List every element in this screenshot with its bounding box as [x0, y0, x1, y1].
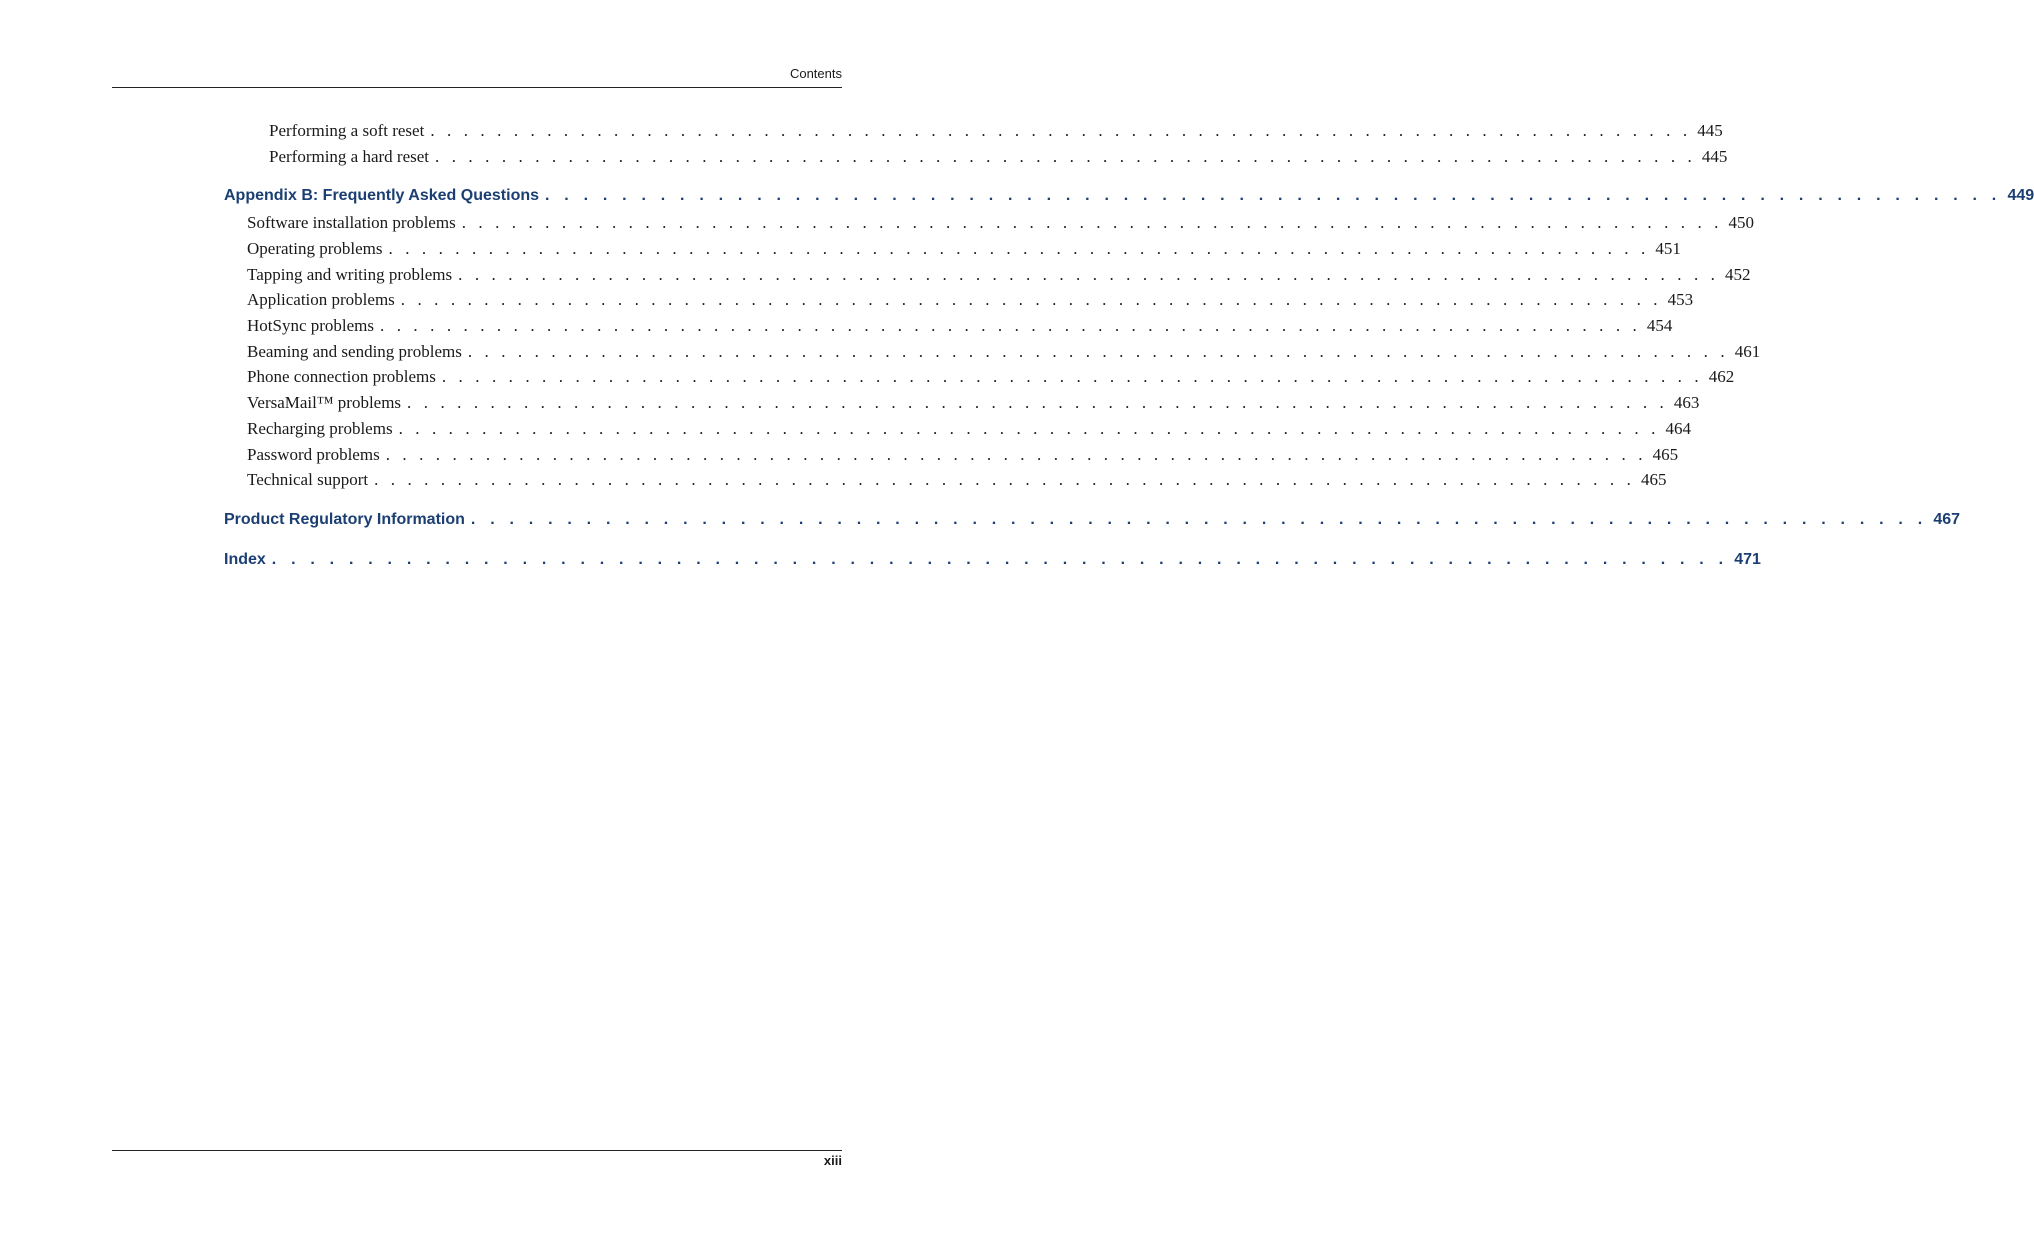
dot-leader: . . . . . . . . . . . . . . . . . . . . . . . . . . . . . . . . . . . . . . . . . . . . . . . . . . . . . . . . . . . . . . . . . . . . . . . . . . . .	[398, 419, 1660, 438]
dot-leader: . . . . . . . . . . . . . . . . . . . . . . . . . . . . . . . . . . . . . . . . . . . . . . . . . . . . . . . . . . . . . . . . . . . . . . . . . . . .	[388, 239, 1650, 258]
page-number: xiii	[823, 1153, 842, 1168]
dot-leader: . . . . . . . . . . . . . . . . . . . . . . . . . . . . . . . . . . . . . . . . . . . . . . . . . . . . . . . . . . . . . . . . . . . . . . . . . . . .	[400, 290, 1662, 309]
dot-leader: . . . . . . . . . . . . . . . . . . . . . . . . . . . . . . . . . . . . . . . . . . . . . . . . . . . . . . . . . . . . . . . . . . . . . . . . . . . .	[271, 551, 1729, 568]
dot-leader: . . . . . . . . . . . . . . . . . . . . . . . . . . . . . . . . . . . . . . . . . . . . . . . . . . . . . . . . . . . . . . . . . . . . . . . . . . . .	[374, 470, 1635, 489]
toc-entry-page: 453	[1667, 290, 1694, 309]
toc-chapter-title: Appendix B: Frequently Asked Questions	[224, 187, 540, 204]
toc-entry-software-installation[interactable]	[247, 213, 1755, 233]
toc-entry-page: 445	[1701, 147, 1728, 166]
toc-entry-title: Software installation problems	[247, 213, 456, 232]
toc-chapter-index[interactable]	[224, 551, 1761, 569]
toc-entry-versamail[interactable]	[247, 393, 1700, 413]
toc-entry-page: 463	[1673, 393, 1700, 412]
header-rule	[112, 87, 842, 88]
toc-entry-password[interactable]	[247, 445, 1679, 465]
toc-entry-title: Recharging problems	[247, 419, 393, 438]
toc-chapter-title: Index	[224, 551, 266, 568]
dot-leader: . . . . . . . . . . . . . . . . . . . . . . . . . . . . . . . . . . . . . . . . . . . . . . . . . . . . . . . . . . . . . . . . . . . . . . . . . . . .	[441, 367, 1703, 386]
toc-entry-beaming-sending[interactable]	[247, 342, 1761, 362]
dot-leader: . . . . . . . . . . . . . . . . . . . . . . . . . . . . . . . . . . . . . . . . . . . . . . . . . . . . . . . . . . . . . . . . . . . . . . . . . . . .	[545, 187, 2002, 204]
toc-entry-page: 465	[1640, 470, 1667, 489]
footer-rule	[112, 1150, 842, 1151]
toc-entry-page: 464	[1665, 419, 1691, 438]
toc-entry-page: 445	[1697, 121, 1723, 140]
toc-chapter-regulatory[interactable]	[224, 511, 1961, 529]
toc-entry-page: 465	[1652, 445, 1679, 464]
toc-entry-phone-connection[interactable]	[247, 367, 1735, 387]
toc-entry-page: 452	[1725, 265, 1751, 284]
toc-entry-recharging[interactable]	[247, 419, 1691, 439]
toc-entry-title: Performing a hard reset	[269, 147, 430, 166]
toc-chapter-appendix-b[interactable]	[224, 187, 2034, 205]
dot-leader: . . . . . . . . . . . . . . . . . . . . . . . . . . . . . . . . . . . . . . . . . . . . . . . . . . . . . . . . . . . . . . . . . . . . . . . . . . . .	[467, 342, 1729, 361]
dot-leader: . . . . . . . . . . . . . . . . . . . . . . . . . . . . . . . . . . . . . . . . . . . . . . . . . . . . . . . . . . . . . . . . . . . . . . . . . . . .	[435, 147, 1696, 166]
toc-entry-page: 462	[1708, 367, 1735, 386]
toc-entry-title: Operating problems	[247, 239, 383, 258]
dot-leader: . . . . . . . . . . . . . . . . . . . . . . . . . . . . . . . . . . . . . . . . . . . . . . . . . . . . . . . . . . . . . . . . . . . . . . . . . . . .	[430, 121, 1692, 140]
running-header: Contents	[789, 66, 842, 81]
toc-entry-application[interactable]	[247, 290, 1694, 310]
toc-entry-tapping-writing[interactable]	[247, 265, 1751, 285]
toc-entry-hotsync[interactable]	[247, 316, 1673, 336]
toc-entry-title: Technical support	[247, 470, 369, 489]
toc-entry-title: Password problems	[247, 445, 380, 464]
toc-entry-page: 454	[1646, 316, 1673, 335]
toc-chapter-page: 449	[2007, 187, 2034, 204]
toc-entry-title: VersaMail™ problems	[247, 393, 402, 412]
toc-entry-title: HotSync problems	[247, 316, 375, 335]
toc-entry-soft-reset[interactable]	[269, 121, 1723, 141]
dot-leader: . . . . . . . . . . . . . . . . . . . . . . . . . . . . . . . . . . . . . . . . . . . . . . . . . . . . . . . . . . . . . . . . . . . . . . . . . . . .	[461, 213, 1723, 232]
toc-entry-title: Beaming and sending problems	[247, 342, 462, 361]
dot-leader: . . . . . . . . . . . . . . . . . . . . . . . . . . . . . . . . . . . . . . . . . . . . . . . . . . . . . . . . . . . . . . . . . . . . . . . . . . . .	[470, 511, 1928, 528]
toc-entry-title: Performing a soft reset	[269, 121, 425, 140]
dot-leader: . . . . . . . . . . . . . . . . . . . . . . . . . . . . . . . . . . . . . . . . . . . . . . . . . . . . . . . . . . . . . . . . . . . . . . . . . . . .	[385, 445, 1647, 464]
toc-entry-operating[interactable]	[247, 239, 1681, 259]
toc-chapter-page: 467	[1933, 511, 1961, 528]
dot-leader: . . . . . . . . . . . . . . . . . . . . . . . . . . . . . . . . . . . . . . . . . . . . . . . . . . . . . . . . . . . . . . . . . . . . . . . . . . . .	[407, 393, 1668, 412]
toc-entry-page: 450	[1728, 213, 1755, 232]
toc-entry-title: Tapping and writing problems	[247, 265, 453, 284]
toc-entry-technical-support[interactable]	[247, 470, 1667, 490]
toc-entry-hard-reset[interactable]	[269, 147, 1728, 167]
toc-chapter-title: Product Regulatory Information	[224, 511, 465, 528]
toc-entry-page: 461	[1734, 342, 1761, 361]
toc-entry-title: Phone connection problems	[247, 367, 436, 386]
dot-leader: . . . . . . . . . . . . . . . . . . . . . . . . . . . . . . . . . . . . . . . . . . . . . . . . . . . . . . . . . . . . . . . . . . . . . . . . . . . .	[458, 265, 1719, 284]
toc-chapter-page: 471	[1734, 551, 1761, 568]
toc-entry-title: Application problems	[247, 290, 395, 309]
toc-entry-page: 451	[1655, 239, 1681, 258]
dot-leader: . . . . . . . . . . . . . . . . . . . . . . . . . . . . . . . . . . . . . . . . . . . . . . . . . . . . . . . . . . . . . . . . . . . . . . . . . . . .	[380, 316, 1641, 335]
